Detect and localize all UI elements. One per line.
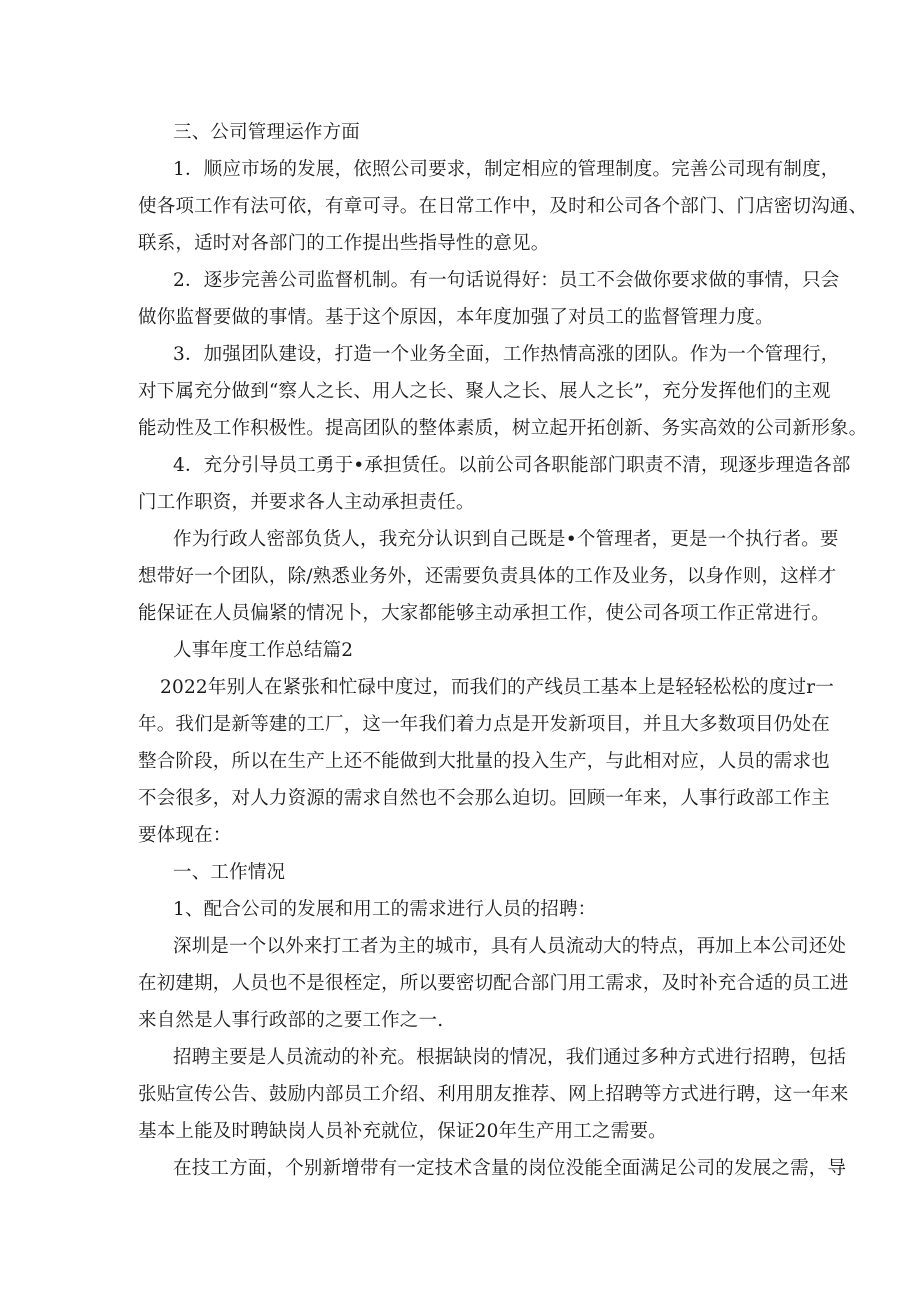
paragraph-line: 整合阶段，所以在生产上还不能做到大批量的投入生产，与此相对应，人员的需求也: [138, 751, 830, 772]
paragraph-line: 3．加强团队建设，打造一个业务全面，工作热情高涨的团队。作为一个管理行，: [173, 344, 840, 365]
paragraph-line: 做你监督要做的事情。基于这个原因，本年度加强了对员工的监督管理力度。: [138, 307, 774, 328]
part-title: 人事年度工作总结篇2: [173, 640, 354, 661]
paragraph-line: 不会很多，对人力资源的需求自然也不会那么迫切。回顾一年来，人事行政部工作主: [138, 788, 830, 809]
paragraph-line: 能动性及工作积极性。提高团队的整体素质，树立起开拓创新、务实高效的公司新形象。: [138, 418, 868, 439]
paragraph-line: 基本上能及时聘缺岗人员补充就位，保证20年生产用工之需要。: [138, 1121, 667, 1142]
paragraph-line: 对下属充分做到“察人之长、用人之长、聚人之长、展人之长”，充分发挥他们的主观: [138, 381, 831, 402]
paragraph-line: 在初建期，人员也不是很桎定，所以要密切配合部门用工需求，及时补充合适的员工进: [138, 973, 849, 994]
paragraph-line: 门工作职资，并要求各人主动承担责任。: [138, 492, 475, 513]
paragraph-line: 想带好一个团队，除/熟悉业务外，还需要负责具体的工作及业务，以身作则，这样才: [138, 566, 837, 587]
paragraph-line: 能保证在人员偏紧的情况卜，大家都能够主动承担工作，使公司各项工作正常进行。: [138, 603, 830, 624]
paragraph-line: 招聘主要是人员流动的补充。根据缺岗的情况，我们通过多种方式进行招聘，包括: [173, 1047, 847, 1068]
paragraph-line: 2022年别人在紧张和忙碌中度过，而我们的产线员工基本上是轻轻松松的度过r一: [160, 677, 835, 698]
paragraph-line: 要体现在：: [138, 825, 232, 846]
paragraph-line: 深圳是一个以外来打工者为主的城市，具有人员流动大的特点，再加上本公司还处: [173, 936, 847, 957]
paragraph-line: 使各项工作有法可依，有章可寻。在日常工作中，及时和公司各个部门、门店密切沟通、: [138, 196, 868, 217]
paragraph-line: 1．顺应市场的发展，依照公司要求，制定相应的管理制度。完善公司现有制度，: [173, 159, 840, 180]
paragraph-line: 在技工方面，个别新增带有一定技术含量的岗位没能全面满足公司的发展之需，导: [173, 1158, 847, 1179]
paragraph-line: 来自然是人事行政部的之要工作之一.: [138, 1010, 444, 1031]
paragraph-line: 4．充分引导员工勇于•承担赁任。以前公司各职能部门职责不清，现逐步理造各部: [173, 455, 851, 476]
sub-heading: 1、配合公司的发展和用工的需求进行人员的招聘：: [173, 899, 597, 920]
section-heading: 一、工作情况: [173, 862, 286, 883]
paragraph-line: 2．逐步完善公司监督机制。有一句话说得好：员工不会做你要求做的事情，只会: [173, 270, 840, 291]
paragraph-line: 作为行政人密部负货人，我充分认识到自己既是•个管理者，更是一个执行者。要: [173, 529, 839, 550]
section-heading: 三、公司管理运作方面: [173, 122, 361, 143]
paragraph-line: 联系，适时对各部门的工作提出些指导性的意见。: [138, 233, 550, 254]
paragraph-line: 年。我们是新等建的工厂，这一年我们着力点是开发新项目，并且大多数项目仍处在: [138, 714, 830, 735]
paragraph-line: 张贴宣传公告、鼓励内部员工介绍、利用朋友推荐、网上招聘等方式进行聘，这一年来: [138, 1084, 849, 1105]
